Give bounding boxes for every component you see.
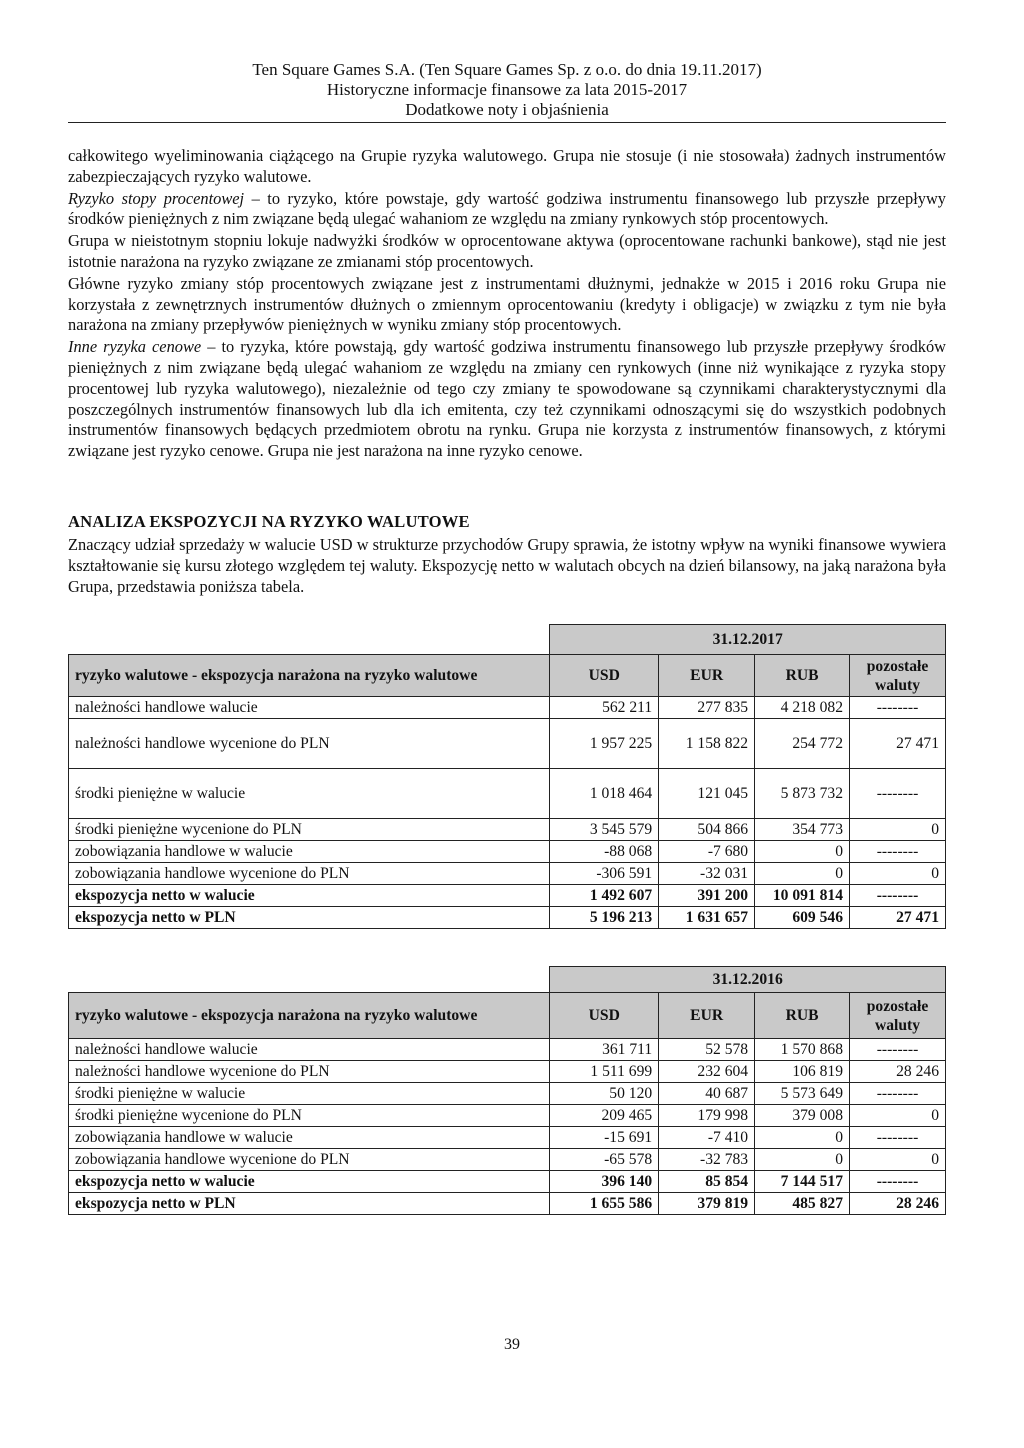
row-label: należności handlowe wycenione do PLN [69,1061,550,1083]
value-rub: 354 773 [755,819,850,841]
value-usd: 1 018 464 [550,769,659,819]
row-label: zobowiązania handlowe w walucie [69,841,550,863]
value-other: -------- [850,1171,946,1193]
col-other [850,655,946,697]
value-rub: 4 218 082 [755,697,850,719]
value-rub: 0 [755,1127,850,1149]
value-rub: 0 [755,863,850,885]
paragraph-deposits: Grupa w nieistotnym stopniu lokuje nadwyżki środków w oprocentowane aktywa (oprocentowane rachunki bankowe), stąd nie jest istotnie narażona na ryzyko związane ze zmianami stóp procentowych. [68,231,946,271]
fx-exposure-table-2016 [68,966,946,1215]
col-other-line1: pozostałe [866,997,929,1015]
value-rub: 1 570 868 [755,1039,850,1061]
row-label: zobowiązania handlowe wycenione do PLN [69,1149,550,1171]
col-usd: USD [550,993,659,1039]
value-usd: 1 511 699 [550,1061,659,1083]
value-usd: 396 140 [550,1171,659,1193]
value-other: 0 [850,1149,946,1171]
term-price-risk: Inne ryzyka cenowe [68,337,202,357]
value-rub: 7 144 517 [755,1171,850,1193]
table-row [69,1039,946,1061]
value-usd: -88 068 [550,841,659,863]
col-eur: EUR [659,655,755,697]
value-usd: 1 492 607 [550,885,659,907]
table-row [69,1127,946,1149]
value-usd: 50 120 [550,1083,659,1105]
header-section-title: Dodatkowe noty i objaśnienia [405,100,609,119]
table-title: ryzyko walutowe - ekspozycja narażona na ryzyko walutowe [69,993,550,1039]
table-date-header: 31.12.2016 [550,967,946,993]
row-label: należności handlowe wycenione do PLN [69,719,550,769]
page-number: 39 [504,1336,520,1353]
row-label: ekspozycja netto w walucie [69,885,550,907]
header-company: Ten Square Games S.A. (Ten Square Games Sp. z o.o. do dnia 19.11.2017) [252,60,762,79]
section-intro: Znaczący udział sprzedaży w walucie USD w strukturze przychodów Grupy sprawia, że istotny wpływ na wyniki finansowe wywiera kształtowanie się kursu złotego względem tej waluty. Ekspozycję netto w walutach obcych na dzień bilansowy, na jaką narażona była Grupa, przedstawia poniższa tabela. [68,535,946,596]
table-row [69,1061,946,1083]
value-eur: -32 031 [659,863,755,885]
paragraph-interest-rate-risk-text: – to ryzyko, które powstaje, gdy wartość godziwa instrumentu finansowego lub przyszłe przepływy środków pieniężnych z nim związane będą ulegać wahaniom ze względu na zmiany rynkowych stóp procentowych. [68,188,946,229]
value-eur: 85 854 [659,1171,755,1193]
col-eur: EUR [659,993,755,1039]
paragraph-price-risk-text: – to ryzyka, które powstają, gdy wartość godziwa instrumentu finansowego lub przyszłe przepływy środków pieniężnych z nim związane będą ulegać wahaniom ze względu na zmiany cen rynkowych (inne niż wynikające z ryzyka stopy procentowej lub ryzyka walutowego), niezależnie od tego czy zmiany te spowodowane są czynnikami charakterystycznymi dla poszczególnych instrumentów finansowych lub dla ich emitenta, czy też czynnikami odnoszącymi się do wszystkich podobnych instrumentów finansowych będących przedmiotem obrotu na rynku. Grupa nie korzysta z instrumentów finansowych, z którymi związane jest ryzyko cenowe. Grupa nie jest narażona na inne ryzyko cenowe. [68,337,946,461]
col-usd: USD [550,655,659,697]
value-other: -------- [850,841,946,863]
table-row [69,841,946,863]
value-usd: 562 211 [550,697,659,719]
col-other [850,993,946,1039]
row-label: środki pieniężne wycenione do PLN [69,819,550,841]
table-row [69,1083,946,1105]
col-other-line1: pozostałe [866,657,929,675]
value-usd: 361 711 [550,1039,659,1061]
value-eur: 232 604 [659,1061,755,1083]
table-row [69,863,946,885]
header-report-title: Historyczne informacje finansowe za lata 2015-2017 [326,80,688,99]
value-other: 0 [850,863,946,885]
body-text [68,146,946,463]
paragraph-debt-instruments: Główne ryzyko zmiany stóp procentowych związane jest z instrumentami dłużnymi, jednakże w 2015 i 2016 roku Grupa nie korzystała z zewnętrznych instrumentów dłużnych o zmiennym oprocentowaniu (kredyty i obligacje) w związku z tym nie była narażona na zmiany przepływów pieniężnych w wyniku zmiany stóp procentowych. [68,273,946,335]
value-eur: -7 680 [659,841,755,863]
value-other: -------- [850,769,946,819]
col-other-line2: waluty [874,676,921,694]
value-other: 28 246 [850,1193,946,1215]
term-interest-rate-risk: Ryzyko stopy procentowej [68,188,245,208]
value-eur: 179 998 [659,1105,755,1127]
value-other: 27 471 [850,719,946,769]
col-other-line2: waluty [874,1016,921,1034]
value-other: 0 [850,819,946,841]
value-rub: 485 827 [755,1193,850,1215]
value-eur: 40 687 [659,1083,755,1105]
row-label: środki pieniężne wycenione do PLN [69,1105,550,1127]
table-date-header: 31.12.2017 [550,625,946,655]
col-rub: RUB [755,993,850,1039]
row-label: należności handlowe walucie [69,1039,550,1061]
value-usd: -65 578 [550,1149,659,1171]
value-usd: 209 465 [550,1105,659,1127]
value-rub: 10 091 814 [755,885,850,907]
row-label: ekspozycja netto w walucie [69,1171,550,1193]
value-usd: -15 691 [550,1127,659,1149]
value-eur: 121 045 [659,769,755,819]
value-rub: 609 546 [755,907,850,929]
value-eur: 277 835 [659,697,755,719]
value-eur: 504 866 [659,819,755,841]
table-row [69,1105,946,1127]
value-usd: 5 196 213 [550,907,659,929]
value-usd: -306 591 [550,863,659,885]
row-label: środki pieniężne w walucie [69,1083,550,1105]
table-row [69,1149,946,1171]
table-row-total [69,1171,946,1193]
value-rub: 0 [755,1149,850,1171]
paragraph-currency-risk: całkowitego wyeliminowania ciążącego na Grupie ryzyka walutowego. Grupa nie stosuje (i nie stosowała) żadnych instrumentów zabezpieczających ryzyko walutowe. [68,146,946,186]
value-rub: 106 819 [755,1061,850,1083]
row-label: zobowiązania handlowe w walucie [69,1127,550,1149]
page-header [68,60,946,123]
value-eur: 1 158 822 [659,719,755,769]
value-eur: -7 410 [659,1127,755,1149]
value-other: -------- [850,1127,946,1149]
table-row-total [69,885,946,907]
value-eur: 1 631 657 [659,907,755,929]
value-eur: -32 783 [659,1149,755,1171]
value-other: 0 [850,1105,946,1127]
table-row-total [69,907,946,929]
paragraph-price-risk [68,337,946,462]
row-label: ekspozycja netto w PLN [69,907,550,929]
value-usd: 1 655 586 [550,1193,659,1215]
paragraph-interest-rate-risk [68,189,946,231]
table-row [69,769,946,819]
section-heading: ANALIZA EKSPOZYCJI NA RYZYKO WALUTOWE [68,512,470,531]
value-other: -------- [850,885,946,907]
table-row-total [69,1193,946,1215]
table-row [69,719,946,769]
row-label: zobowiązania handlowe wycenione do PLN [69,863,550,885]
value-eur: 379 819 [659,1193,755,1215]
row-label: ekspozycja netto w PLN [69,1193,550,1215]
table-row [69,697,946,719]
value-rub: 254 772 [755,719,850,769]
value-usd: 3 545 579 [550,819,659,841]
value-eur: 391 200 [659,885,755,907]
row-label: należności handlowe walucie [69,697,550,719]
fx-exposure-table-2017 [68,624,946,929]
value-other: 28 246 [850,1061,946,1083]
table-title: ryzyko walutowe - ekspozycja narażona na ryzyko walutowe [69,655,550,697]
value-rub: 0 [755,841,850,863]
value-rub: 5 573 649 [755,1083,850,1105]
row-label: środki pieniężne w walucie [69,769,550,819]
value-rub: 5 873 732 [755,769,850,819]
value-rub: 379 008 [755,1105,850,1127]
value-other: -------- [850,697,946,719]
value-usd: 1 957 225 [550,719,659,769]
value-eur: 52 578 [659,1039,755,1061]
value-other: 27 471 [850,907,946,929]
value-other: -------- [850,1039,946,1061]
table-row [69,819,946,841]
col-rub: RUB [755,655,850,697]
value-other: -------- [850,1083,946,1105]
